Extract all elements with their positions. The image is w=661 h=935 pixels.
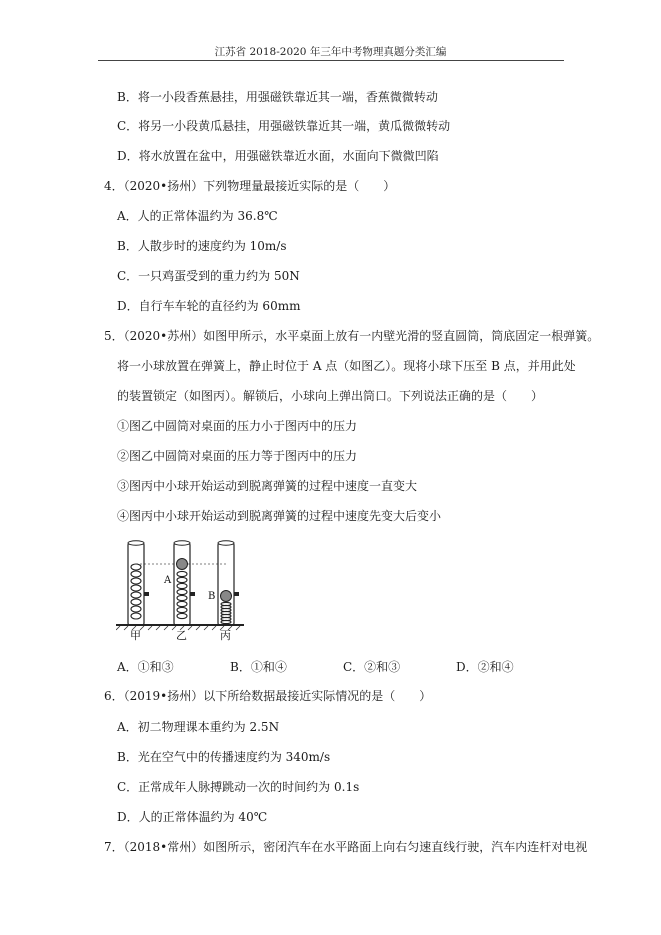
q6-option-c: C．正常成年人脉搏跳动一次的时间约为 0.1s [117, 780, 360, 794]
label-yi: 乙 [176, 629, 187, 641]
prev-option-d: D．将水放置在盆中，用强磁铁靠近水面，水面向下微微凹陷 [117, 149, 439, 163]
label-jia: 甲 [130, 629, 141, 641]
q5-statement-1: ①图乙中圆筒对桌面的压力小于图丙中的压力 [117, 419, 358, 433]
spring-bing [221, 602, 231, 623]
q5-statement-2: ②图乙中圆筒对桌面的压力等于图丙中的压力 [117, 449, 358, 463]
q5-option-c: C．②和③ [343, 660, 401, 674]
ball-bing [221, 591, 232, 602]
label-point-a: A [164, 575, 172, 586]
spring-yi [177, 571, 187, 618]
cylinder-yi [174, 541, 195, 625]
q6-option-a: A．初二物理课本重约为 2.5N [117, 720, 280, 734]
q4-option-c: C．一只鸡蛋受到的重力约为 50N [117, 269, 300, 283]
q4-option-d: D．自行车车轮的直径约为 60mm [117, 299, 301, 313]
q5-stem-line2: 将一小球放置在弹簧上，静止时位于 A 点（如图乙）。现将小球下压至 B 点，并用此处 [117, 359, 576, 373]
q6-stem: 6．（2019•扬州）以下所给数据最接近实际情况的是（ ） [104, 689, 432, 703]
cylinder-bing [218, 541, 239, 625]
q4-option-a: A．人的正常体温约为 36.8℃ [117, 209, 278, 223]
q4-option-b: B．人散步时的速度约为 10m/s [117, 239, 287, 253]
q5-stem-line3: 的装置锁定（如图丙）。解锁后，小球向上弹出筒口。下列说法正确的是（ ） [117, 389, 544, 403]
q7-stem: 7．（2018•常州）如图所示，密闭汽车在水平路面上向右匀速直线行驶，汽车内连杆对电视 [104, 840, 588, 854]
label-point-b: B [208, 591, 216, 602]
q5-statement-4: ④图丙中小球开始运动到脱离弹簧的过程中速度先变大后变小 [117, 509, 442, 523]
q5-option-a: A．①和③ [117, 660, 174, 674]
q5-stem-line1: 5．（2020•苏州）如图甲所示，水平桌面上放有一内壁光滑的竖直圆筒，筒底固定一根弹簧。 [104, 329, 600, 343]
cylinder-jia [128, 541, 149, 625]
q6-option-b: B．光在空气中的传播速度约为 340m/s [117, 750, 331, 764]
prev-option-c: C．将另一小段黄瓜悬挂，用强磁铁靠近其一端，黄瓜微微转动 [117, 119, 451, 133]
prev-option-b: B．将一小段香蕉悬挂，用强磁铁靠近其一端，香蕉微微转动 [117, 90, 438, 104]
q5-option-b: B．①和④ [230, 660, 287, 674]
q5-option-d: D．②和④ [456, 660, 514, 674]
q5-figure-cylinders [116, 537, 256, 641]
page-header-title: 江苏省 2018-2020 年三年中考物理真题分类汇编 [214, 46, 447, 58]
q5-statement-3: ③图丙中小球开始运动到脱离弹簧的过程中速度一直变大 [117, 479, 418, 493]
header-divider [98, 60, 564, 61]
spring-jia [131, 564, 141, 619]
q4-stem: 4．（2020•扬州）下列物理量最接近实际的是（ ） [104, 179, 396, 193]
q6-option-d: D．人的正常体温约为 40℃ [117, 810, 268, 824]
label-bing: 丙 [220, 629, 231, 641]
ball-yi [177, 559, 188, 570]
